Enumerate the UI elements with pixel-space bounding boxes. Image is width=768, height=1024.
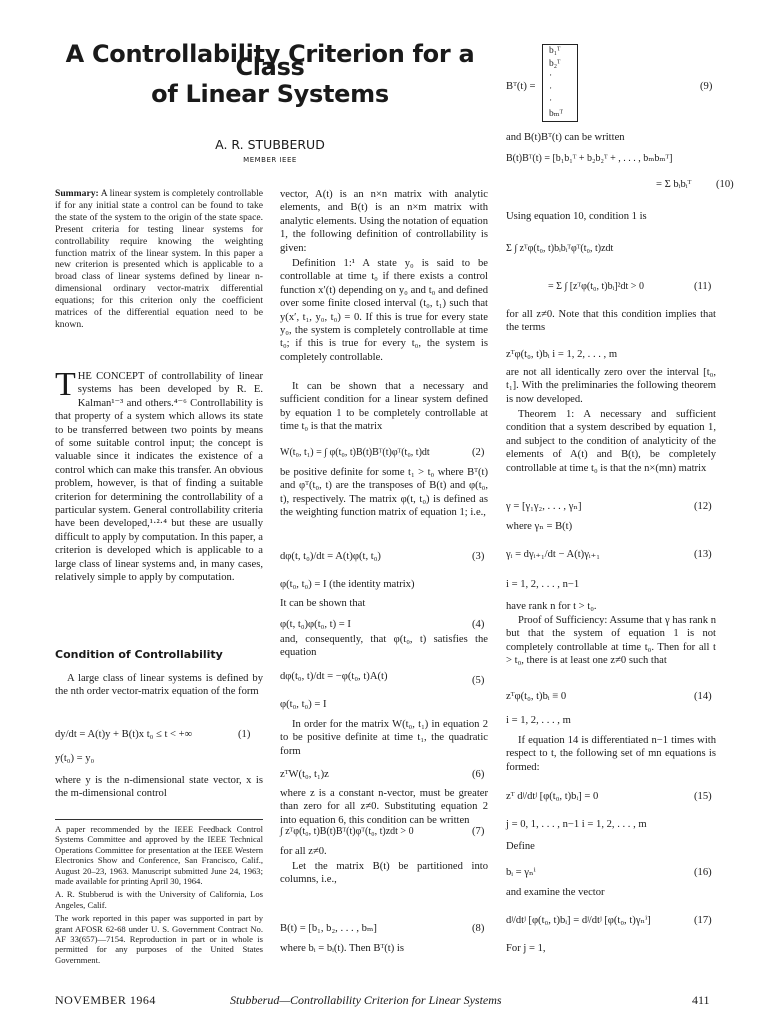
equation-7-number: (7) <box>472 826 485 837</box>
equation-5: dφ(t₀, t)/dt = −φ(t₀, t)A(t) <box>280 671 388 682</box>
equation-2-number: (2) <box>472 447 485 458</box>
theorem-1: Theorem 1: A necessary and sufficient condition that a system described by equation 1, and subject to the condition of analyticity of the elements of A(t) and B(t), be completely controllable at time t₀ is that the n×(mn) matrix <box>506 409 716 474</box>
footnote-recommendation: A paper recommended by the IEEE Feedback Control Systems Committee and approved by the IEEE Technical Operations Committee for presentation at the IEEE Western Electronics Show and Conference, San Francisco, Calif., August 20–23, 1963. Manuscript submitted June 24, 1963; made available for printing April 30, 1964. <box>55 824 263 887</box>
equation-15-range: j = 0, 1, . . . , n−1 i = 1, 2, . . . , m <box>506 819 647 830</box>
equation-8-number: (8) <box>472 923 485 934</box>
author-name: A. R. STUBBERUD <box>215 137 325 152</box>
for-all-z: for all z≠0. <box>280 846 327 857</box>
equation-17-number: (17) <box>694 915 712 926</box>
equation-15-number: (15) <box>694 791 712 802</box>
equation-17: dʲ/dtʲ [φ(t₀, t)bᵢ] = dʲ/dtʲ [φ(t₀, t)γₙⁱ] <box>506 915 651 926</box>
equation-1-number: (1) <box>238 729 251 740</box>
matrix-row: · <box>549 96 553 106</box>
equation-9-matrix <box>542 44 578 122</box>
equation-10a: B(t)Bᵀ(t) = [b₁b₁ᵀ + b₂b₂ᵀ + , . . . , bₘbₘᵀ] <box>506 153 673 164</box>
equation-10-number: (10) <box>716 179 734 190</box>
definition-1: Definition 1:¹ A state y₀ is said to be controllable at time t₀ if there exists a control function x′(t) depending on y₀ and t₀ and defined over some finite closed interval (t₀, t₁) such that y(x′, t₁, y₀, t₀) = 0. If this is true for every state y₀, the system is completely controllable at time t₀; if this is true for every t₀, the system is completely controllable. <box>280 258 488 363</box>
equation-13: γᵢ = dγᵢ₊₁/dt − A(t)γᵢ₊₁ <box>506 549 600 560</box>
equation-9-number: (9) <box>700 81 713 92</box>
where-paragraph: where y is the n-dimensional state vector, x is the m-dimensional control <box>55 775 263 800</box>
partition-paragraph: Let the matrix B(t) be partitioned into columns, i.e., <box>280 861 488 886</box>
transpose-intro: where bᵢ = bᵢ(t). Then Bᵀ(t) is <box>280 943 404 954</box>
equation-16-number: (16) <box>694 867 712 878</box>
footer-running-title: Stubberud—Controllability Criterion for Linear Systems <box>230 993 502 1007</box>
gamma-n-def: where γₙ = B(t) <box>506 521 573 532</box>
equation-3: dφ(t, t₀)/dt = A(t)φ(t, t₀) <box>280 551 381 562</box>
equation-14-range: i = 1, 2, . . . , m <box>506 715 571 726</box>
rank-condition: have rank n for t > t₀. <box>506 601 597 612</box>
equation-12: γ = [γ₁γ₂, . . . , γₙ] <box>506 501 582 512</box>
shown-that: It can be shown that <box>280 598 366 609</box>
quadratic-form-paragraph: In order for the matrix W(t₀, t₁) in equation 2 to be positive definite at time t₁, the quadratic form <box>280 719 488 757</box>
using-eq10: Using equation 10, condition 1 is <box>506 211 647 222</box>
section-heading: Condition of Controllability <box>55 648 223 661</box>
paper-title-line2: of Linear Systems <box>151 80 389 108</box>
consequently-paragraph: and, consequently, that φ(t₀, t) satisfies the equation <box>280 634 488 659</box>
equation-13-number: (13) <box>694 549 712 560</box>
differentiate-paragraph: If equation 14 is differentiated n−1 times with respect to t, the following set of mn equations is formed: <box>506 735 716 773</box>
column-2-intro: vector, A(t) is an n×n matrix with analytic elements, and B(t) is an n×m matrix with analytic elements. Using the notation of equation 1, the following definition of controllability is given: <box>280 189 488 254</box>
equation-6: zᵀW(t₀, t₁)z <box>280 769 329 780</box>
summary-label: Summary: <box>55 188 99 199</box>
matrix-row: · <box>549 71 553 81</box>
for-j-1: For j = 1, <box>506 943 546 954</box>
examine-vector: and examine the vector <box>506 887 605 898</box>
equation-13-range: i = 1, 2, . . . , n−1 <box>506 579 580 590</box>
summary-block <box>55 188 263 331</box>
constant-vector-paragraph: where z is a constant n-vector, must be greater than zero for all z≠0. Substituting equation 2 into equation 6, this condition can be written <box>280 788 488 826</box>
equation-3-number: (3) <box>472 551 485 562</box>
equation-4-number: (4) <box>472 619 485 630</box>
bbt-intro: and B(t)Bᵀ(t) can be written <box>506 132 625 143</box>
equation-15: zᵀ dʲ/dtʲ [φ(t₀, t)bᵢ] = 0 <box>506 791 599 802</box>
equation-9-lhs: Bᵀ(t) = <box>506 81 536 92</box>
equation-2: W(t₀, t₁) = ∫ φ(t₀, t)B(t)Bᵀ(t)φᵀ(t₀, t)dt <box>280 447 430 458</box>
terms-paragraph: for all z≠0. Note that this condition implies that the terms <box>506 309 716 334</box>
transpose-paragraph: be positive definite for some t₁ > t₀ where Bᵀ(t) and φᵀ(t₀, t) are the transposes of B(t) and φ(t₀, t), respectively. The matrix φ(t, t₀) is defined as the weighting function matrix of equation 1; i.e., <box>280 467 488 519</box>
equation-6-number: (6) <box>472 769 485 780</box>
matrix-row: b₁ᵀ <box>549 46 561 56</box>
footnote-rule <box>55 819 263 820</box>
equation-11a: Σ ∫ zᵀφ(t₀, t)bᵢbᵢᵀφᵀ(t₀, t)zdt <box>506 243 614 254</box>
drop-cap: T <box>55 366 76 403</box>
equation-14: zᵀφ(t₀, t)bᵢ ≡ 0 <box>506 691 567 702</box>
footnote-affiliation: A. R. Stubberud is with the University of California, Los Angeles, Calif. <box>55 889 263 910</box>
introduction <box>55 366 263 585</box>
author-membership: MEMBER IEEE <box>243 156 297 164</box>
equation-7: ∫ zᵀφ(t₀, t)B(t)Bᵀ(t)φᵀ(t₀, t)zdt > 0 <box>280 826 414 837</box>
proof-sufficiency: Proof of Sufficiency: Assume that γ has rank n but that the system of equation 1 is not completely controllable at time t₀. Then for all t > t₀, there is at least one z≠0 such that <box>506 615 716 667</box>
matrix-row: bₘᵀ <box>549 108 564 119</box>
footnote-support: The work reported in this paper was supported in part by grant AFOSR 62-68 under U. S. Government Contract No. AF 33(657)—7154. Reproduction in part or in whole is permitted for any purposes of the United States Government. <box>55 913 263 965</box>
equation-1-initial: y(t₀) = y₀ <box>55 753 95 764</box>
condition-paragraph: A large class of linear systems is defined by the nth order vector-matrix equation of the form <box>55 673 263 698</box>
intro-text: HE CONCEPT of controllability of linear systems has been developed by R. E. Kalman¹⁻³ and others.⁴⁻⁶ Controllability is that property of a system which allows its state to be transferred between two points by means of some suitable control input; the concept is valuable since it indicates the existence of a control which can make this transfer. An obvious problem, however, is that of finding a suitable criterion for determining the controllability of a particular system. General controllability criteria have been developed,¹·²·⁴ but these are usually difficult to apply by computation. In this paper, a criterion is developed which is applicable to a large class of linear systems and, in many cases, relatively simple to apply by computation. <box>55 371 263 584</box>
page-number: 411 <box>692 993 710 1007</box>
equation-10b: = Σ bᵢbᵢᵀ <box>656 179 692 190</box>
matrix-row: b₂ᵀ <box>549 58 561 69</box>
paper-title-line1: A Controllability Criterion for a Class <box>65 40 475 82</box>
equation-11b: = Σ ∫ [zᵀφ(t₀, t)bᵢ]²dt > 0 <box>548 281 644 292</box>
equation-5-initial: φ(t₀, t₀) = I <box>280 699 327 710</box>
equation-14-number: (14) <box>694 691 712 702</box>
equation-5-number: (5) <box>472 675 485 686</box>
summary-text: A linear system is completely controllable if for any initial state a control can be found to take the state of the system to the origin of the state space. Present criteria for testing linear systems for controllability require knowing the weighting function matrix of the linear system. In this paper a new criterion is presented which is applicable to a broad class of linear systems defined by linear n-dimensional ordinary vector-matrix differential equations; for this criterion only the coefficient matrices of the differential equation need to be known. <box>55 188 263 330</box>
matrix-row: · <box>549 83 553 94</box>
footer-date: NOVEMBER 1964 <box>55 993 156 1007</box>
equation-16: bᵢ = γₙⁱ <box>506 867 536 878</box>
not-zero-paragraph: are not all identically zero over the interval [t₀, t₁]. With the preliminaries the following theorem is now developed. <box>506 367 716 405</box>
equation-3-initial: φ(t₀, t₀) = I (the identity matrix) <box>280 579 415 590</box>
footnotes <box>55 824 263 965</box>
controllability-condition: It can be shown that a necessary and sufficient condition for a linear system defined by equation 1 to be completely controllable at time t₀ is that the matrix <box>280 381 488 433</box>
equation-12-number: (12) <box>694 501 712 512</box>
define-word: Define <box>506 841 535 852</box>
equation-4: φ(t, t₀)φ(t₀, t) = I <box>280 619 351 630</box>
terms-expression: zᵀφ(t₀, t)bᵢ i = 1, 2, . . . , m <box>506 349 618 360</box>
equation-1: dy/dt = A(t)y + B(t)x t₀ ≤ t < +∞ <box>55 729 193 740</box>
matrix-rows <box>549 45 563 120</box>
equation-8: B(t) = [b₁, b₂, . . . , bₘ] <box>280 923 377 934</box>
equation-11-number: (11) <box>694 281 712 292</box>
